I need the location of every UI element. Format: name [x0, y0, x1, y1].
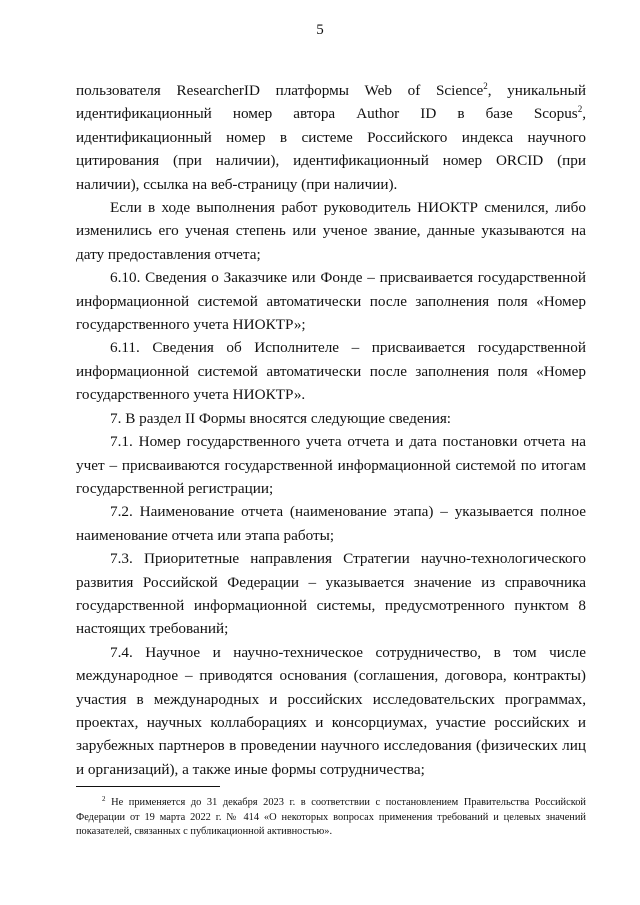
paragraph-6-11: 6.11. Сведения об Исполнителе – присваивается государственной информационной системой автоматически после заполнения поля «Номер государственного учета НИОКТР». — [76, 339, 586, 404]
footnote-divider — [76, 786, 220, 787]
page-number: 5 — [316, 22, 324, 38]
paragraph-7-4: 7.4. Научное и научно-техническое сотрудничество, в том числе международное – приводятся основания (соглашения, договора, контракты) участия в международных и российских исследовательских программах, проектах, научных коллаборациях и консорциумах, участие российских и зарубежных партнеров в проведении научного исследования (физических лиц и организаций), а также иные формы сотрудничества; — [76, 643, 586, 778]
footnote-marker: 2 — [102, 795, 106, 803]
paragraph-researcher-ids — [76, 79, 586, 196]
body-text — [76, 79, 586, 781]
footnote — [76, 796, 586, 840]
paragraph-6-10: 6.10. Сведения о Заказчике или Фонде – присваивается государственной информационной системой автоматически после заполнения поля «Номер государственного учета НИОКТР»; — [76, 269, 586, 334]
paragraph-7: 7. В раздел II Формы вносятся следующие сведения: — [110, 409, 452, 427]
footnote-text: Не применяется до 31 декабря 2023 г. в соответствии с постановлением Правительства Российской Федерации от 19 марта 2022 г. № 414 «О некоторых вопросах применения требований и целевых значений показателей, связанных с публикационной активностью». — [76, 797, 586, 838]
paragraph-text: , идентификационный номер в системе Российского индекса научного цитирования (при наличии), идентификационный номер ORCID (при наличии), ссылка на веб-страницу (при наличии). — [76, 105, 586, 193]
footnote-ref: 2 — [483, 81, 488, 91]
paragraph-leader-change: Если в ходе выполнения работ руководитель НИОКТР сменился, либо изменились его ученая степень или ученое звание, данные указываются на дату предоставления отчета; — [76, 199, 586, 263]
paragraph-text: , уникальный идентификационный номер автора Author ID в базе Scopus — [76, 82, 586, 123]
paragraph-text: пользователя ResearcherID платформы Web of Science — [76, 82, 484, 99]
paragraph-7-3: 7.3. Приоритетные направления Стратегии научно-технологического развития Российской Федерации – указывается значение из справочника государственной информационной системы, предусмотренного пунктом 8 настоящих требований; — [76, 550, 586, 638]
footnote-ref: 2 — [577, 104, 583, 115]
paragraph-7-2: 7.2. Наименование отчета (наименование этапа) – указывается полное наименование отчета или этапа работы; — [76, 503, 586, 544]
paragraph-7-1: 7.1. Номер государственного учета отчета и дата постановки отчета на учет – присваиваются государственной информационной системой по итогам государственной регистрации; — [76, 433, 586, 497]
